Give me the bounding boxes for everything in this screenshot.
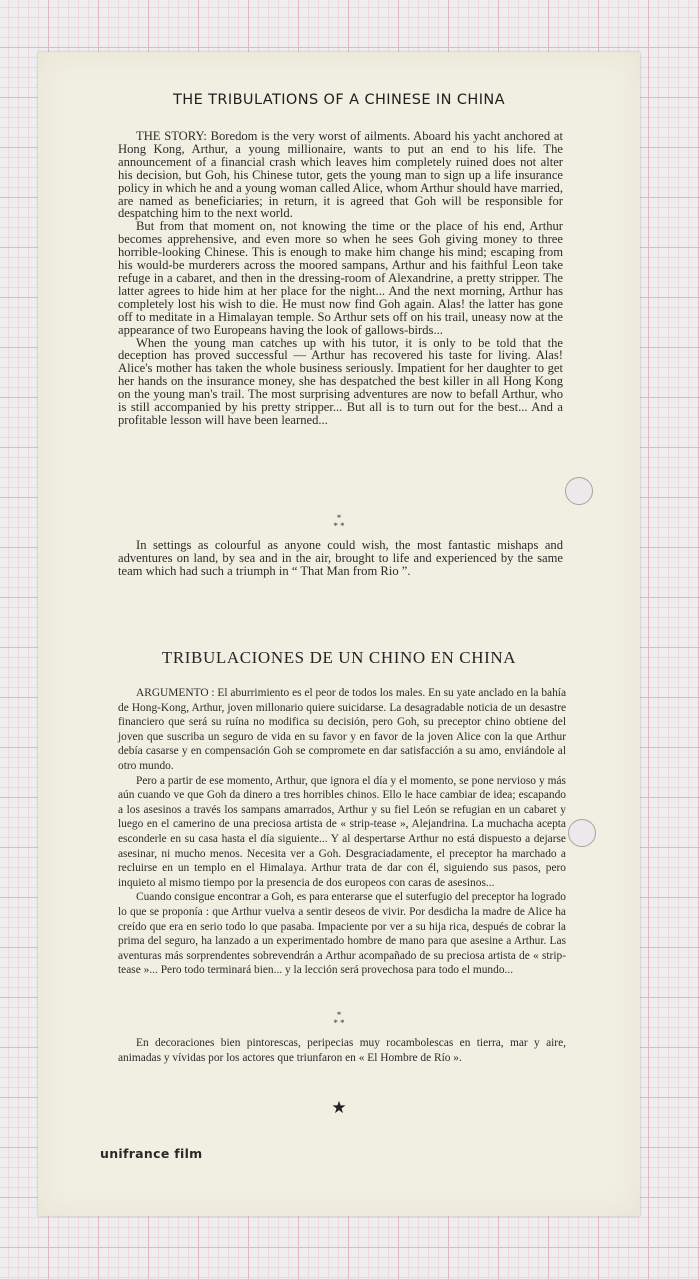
spanish-title: TRIBULACIONES DE UN CHINO EN CHINA bbox=[161, 648, 517, 667]
document-sheet bbox=[38, 52, 640, 1216]
english-paragraph: But from that moment on, not knowing the time or the place of his end, Arthur becomes apprehensive, and even more so when he sees Goh giving money to three horrible-looking Chinese. This is enough to make him change his mind; escaping from his would-be murderers across the moored sampans, Arthur and his faithful Leon take refuge in a cabaret, and then in the dressing-room of Alexandrine, a pretty stripper. The latter agrees to hide him at her place for the night... And the next morning, Arthur has completely lost his wish to die. He must now find Goh again. Alas! the latter has gone off to meditate in a Himalayan temple. So Arthur sets off on his trail, uneasy now at the appearance of two Europeans having the look of gallows-birds... bbox=[118, 219, 563, 337]
english-paragraph: THE STORY: Boredom is the very worst of ailments. Aboard his yacht anchored at Hong Kong, Arthur, a young millionaire, wants to put an end to his life. The announcement of a financial crash which leaves him completely ruined does not alter his decision, but Goh, his Chinese tutor, gets the young man to sign up a life insurance policy in which he and a young woman called Alice, whom Arthur should have married, are named as beneficiaries; in return, it is agreed that Goh will be responsible for despatching him to the next world. bbox=[118, 129, 563, 221]
spanish-closing bbox=[118, 1036, 566, 1065]
unifrance-logo: unifrance film bbox=[100, 1146, 203, 1161]
punch-hole bbox=[568, 819, 596, 847]
spanish-paragraph: ARGUMENTO : El aburrimiento es el peor de todos los males. En su yate anclado en la bahía de Hong-Kong, Arthur, joven millonario quiere suicidarse. La desagradable noticia de un desastre financiero que será su ruína no modifica su decisión, pero Goh, su preceptor chino obtiene del joven que suscriba un seguro de vida en su favor y en favor de la joven Alice con la que Arthur debía casarse y en compensación Goh se compromete en dar satisfacción a su amo, enviándole al otro mundo. bbox=[118, 687, 566, 772]
english-title: THE TRIBULATIONS OF A CHINESE IN CHINA bbox=[173, 92, 505, 108]
english-closing bbox=[118, 539, 563, 578]
spanish-separator bbox=[38, 1011, 640, 1027]
spanish-paragraph: Pero a partir de ese momento, Arthur, que ignora el día y el momento, se pone nervioso y más aún cuando ve que Goh da dinero a tres horribles chinos. Ello le hace cambiar de idea; escapando a los asesinos a través los sampans amarrados, Arthur y su fiel León se refugian en un cabaret y luego en el camerino de una preciosa artista de « strip-tease », Alejandrina. La muchacha acepta esconderle en su casa hasta el día siguiente... Y al despertarse Arthur no está dispuesto a dejarse asesinar, ni mucho menos. Necesita ver a Goh. Desgraciadamente, el preceptor ha marchado a recluirse en un templo en el Himalaya. Arthur trata de dar con él, siguiendo sus pasos, pero inquieto al mismo tiempo por la presencia de dos europeos con caras de asesinos... bbox=[118, 774, 566, 889]
english-paragraph: When the young man catches up with his tutor, it is only to be told that the deception has proved successful — Arthur has recovered his taste for living. Alas! Alice's mother has taken the whole business seriously. Impatient for her daughter to get her hands on the insurance money, she has despatched the best killer in all Hong Kong on the young man's trail. The most surprising adventures are now to befall Arthur, who is still accompanied by his pretty stripper... But all is to turn out for the best... And a profitable lesson will have been learned... bbox=[118, 335, 563, 427]
spanish-synopsis bbox=[118, 686, 566, 978]
spanish-paragraph: Cuando consigue encontrar a Goh, es para enterarse que el suterfugio del preceptor ha logrado lo que se proponía : que Arthur vuelva a sentir deseos de vivir. Por desdicha la madre de Alice ha creído que era en serio todo lo que pasaba. Impaciente por ver a su hija rica, después de cobrar la prima del seguro, ha lanzado a un experimentado hombre de mano para que asesine a Arthur. Las aventuras más sorprendentes sobrevendrán a Arthur acompañado de su preciosa artista de « strip-tease »... Pero todo terminará bien... y la lección será provechosa para todo el mundo... bbox=[118, 891, 566, 977]
english-synopsis bbox=[118, 130, 563, 427]
spanish-closing-text: En decoraciones bien pintorescas, peripecias muy rocambolescas en tierra, mar y aire, animadas y vívidas por los actores que triunfaron en « El Hombre de Río ». bbox=[118, 1037, 566, 1064]
separator-asterisks: * * * bbox=[333, 513, 345, 531]
star-icon: ★ bbox=[331, 1098, 347, 1117]
english-separator bbox=[38, 514, 640, 530]
punch-hole bbox=[565, 477, 593, 505]
separator-asterisks: * * * bbox=[333, 1010, 345, 1028]
english-closing-text: In settings as colourful as anyone could wish, the most fantastic mishaps and adventures on land, by sea and in the air, brought to life and experienced by the same team which had such a triumph in “ That Man from Rio ”. bbox=[118, 538, 563, 578]
